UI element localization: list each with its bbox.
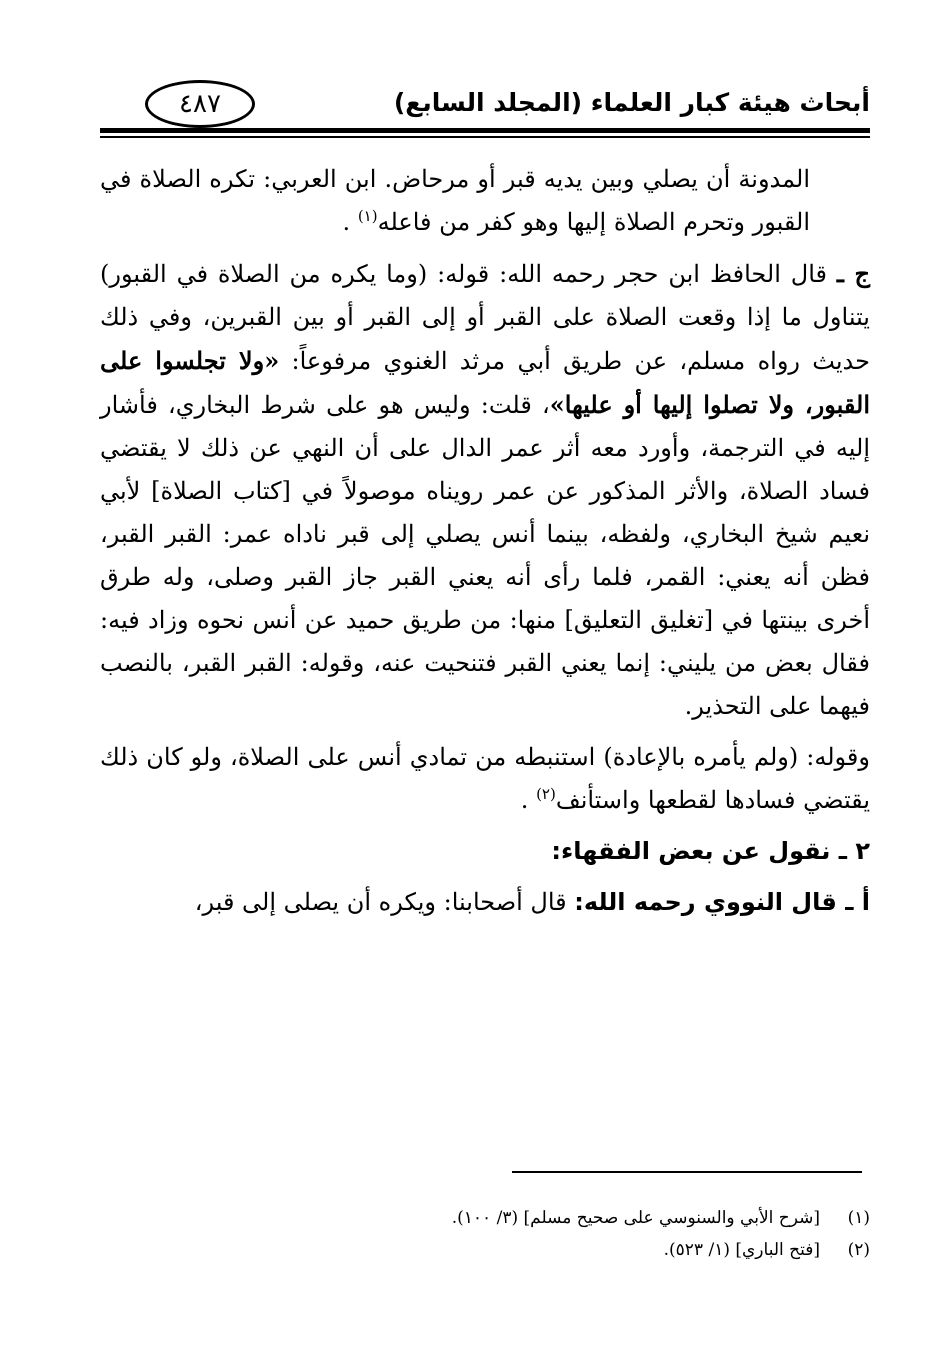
- main-text: [100, 158, 870, 924]
- section-heading: ٢ ـ نقول عن بعض الفقهاء:: [551, 837, 870, 865]
- footnote-2: [300, 1234, 870, 1266]
- paragraph-text: قال الحافظ ابن حجر رحمه الله: قوله: (وما يكره من الصلاة في القبور) يتناول ما إذا وقعت الصلاة على القبر أو إلى القبر أو بين القبرين، وفي ذلك حديث رواه مسلم، عن طريق أبي مرثد الغنوي مرفوعاً:: [100, 260, 870, 375]
- paragraph-3: [100, 736, 870, 822]
- footnote-number: (١): [847, 1208, 870, 1228]
- footnote-text: [فتح الباري] (١/ ٥٢٣).: [663, 1240, 820, 1260]
- footnote-ref-1: (١): [357, 207, 378, 225]
- footnote-text: [شرح الأبي والسنوسي على صحيح مسلم] (٣/ ١٠٠).: [451, 1208, 820, 1228]
- paragraph-c: [100, 252, 870, 728]
- footnote-ref-2: (٢): [536, 785, 556, 803]
- page-number: ٤٨٧: [145, 80, 255, 128]
- running-title: أبحاث هيئة كبار العلماء (المجلد السابع): [393, 88, 870, 117]
- paragraph-continuation: [100, 158, 870, 244]
- paragraph-text: ، قلت: وليس هو على شرط البخاري، فأشار إليه في الترجمة، وأورد معه أثر عمر الدال على أن النهي عن ذلك لا يقتضي فساد الصلاة، والأثر المذكور عن عمر رويناه موصولاً في [كتاب الصلاة] لأبي نعيم شيخ البخاري، ولفظه، بينما أنس يصلي إلى قبر ناداه عمر: القبر القبر، فظن أنه يعني: القمر، فلما رأى أنه يعني القبر جاز القبر وصلى، وله طرق أخرى بينتها في [تغليق التعليق] منها: من طريق حميد عن أنس نحوه وزاد فيه: فقال بعض من يليني: إنما يعني القبر فتنحيت عنه، وقوله: القبر القبر، بالنصب فيهما على التحذير.: [100, 391, 871, 720]
- item-label-a: أ ـ قال النووي رحمه الله:: [574, 888, 870, 916]
- item-label-c: ج ـ: [836, 259, 870, 288]
- footnote-1: [300, 1202, 870, 1234]
- paragraph-text: المدونة أن يصلي وبين يديه قبر أو مرحاض. ابن العربي: تكره الصلاة في القبور وتحرم الصلاة إليها وهو كفر من فاعله: [100, 165, 810, 236]
- header-rule-thick: [100, 128, 870, 133]
- footnote-separator: [512, 1171, 862, 1173]
- paragraph-text: قال أصحابنا: ويكره أن يصلى إلى قبر،: [194, 888, 567, 916]
- hadith-quote: «ولا تجلسوا على القبور، ولا تصلوا إليها أو عليها»: [100, 346, 870, 419]
- paragraph-text: وقوله: (ولم يأمره بالإعادة) استنبطه من تمادي أنس على الصلاة، ولو كان ذلك يقتضي فسادها لقطعها واستأنف: [100, 743, 870, 814]
- footnotes: [300, 1202, 870, 1266]
- period: .: [342, 208, 351, 236]
- paragraph-a: [100, 881, 870, 924]
- footnote-number: (٢): [847, 1240, 870, 1260]
- period: .: [520, 786, 529, 814]
- header-rule-thin: [100, 136, 870, 138]
- page-header: [100, 80, 870, 140]
